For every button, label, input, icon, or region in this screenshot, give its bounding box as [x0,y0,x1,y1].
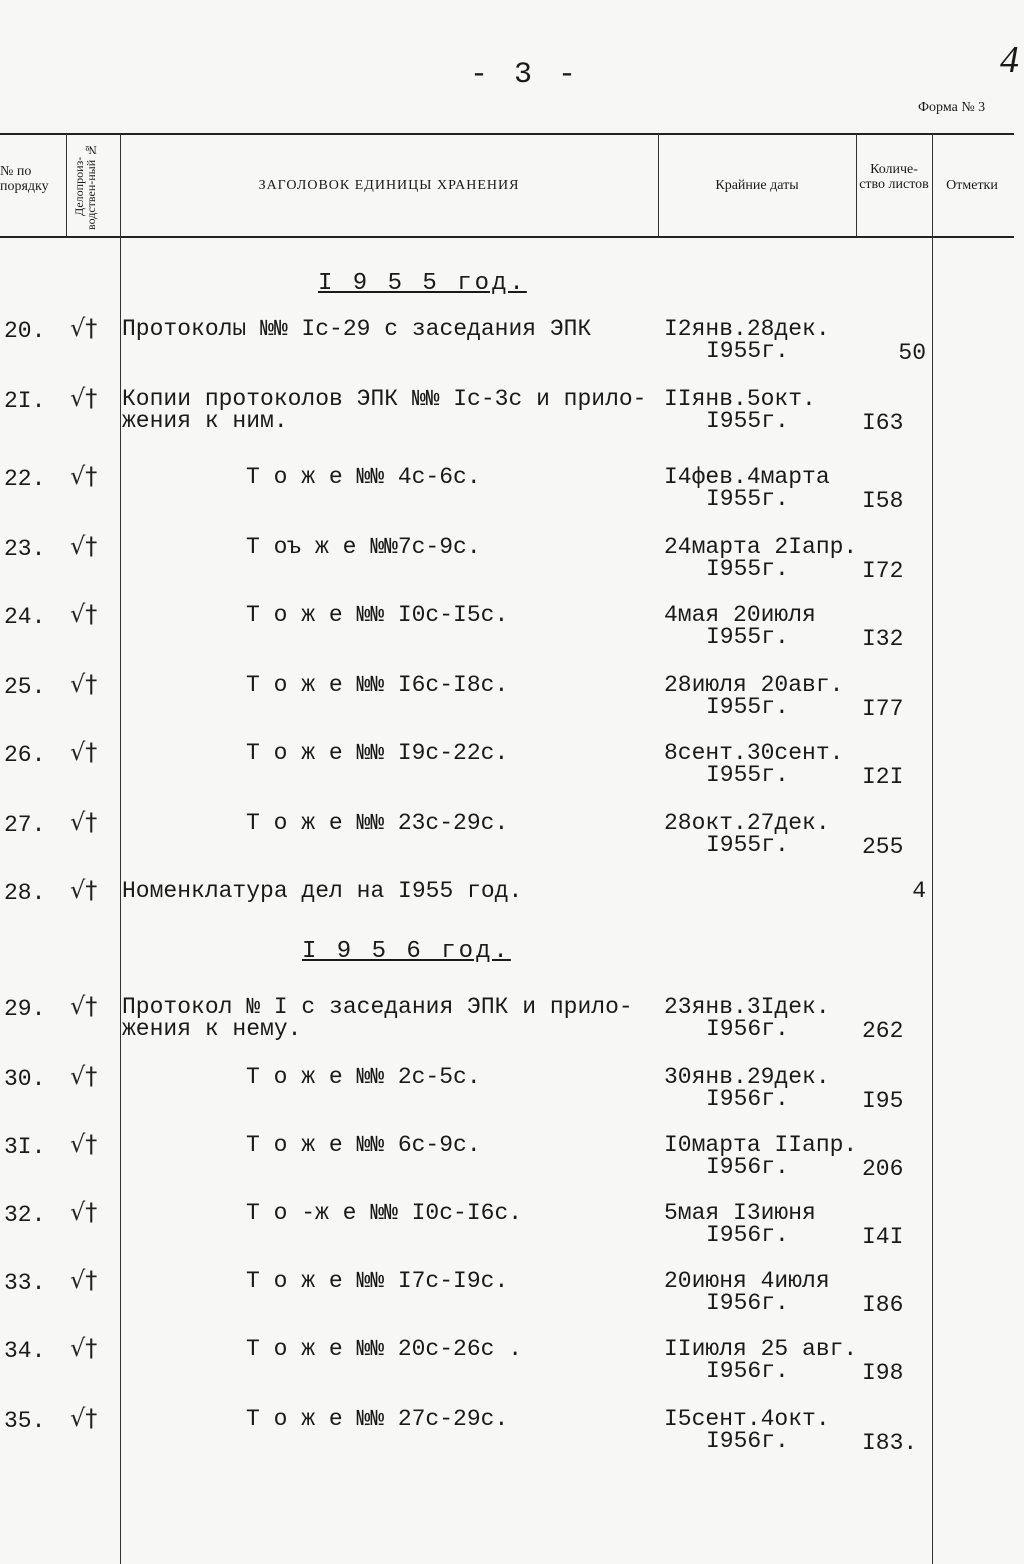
row-date-year: I956г. [706,1086,789,1112]
check-mark-icon: √† [70,532,98,560]
row-date-range: I0марта IIапр. [664,1132,858,1158]
row-date-range: 24марта 2Iапр. [664,534,858,560]
row-sheet-count: I98 [862,1360,904,1386]
row-date-year: I955г. [706,624,789,650]
header-notes: Отметки [946,178,998,193]
row-number: 20. [4,318,46,344]
row-number: 27. [4,812,46,838]
header-no: № по порядку [0,164,49,194]
year-heading-1955: I 9 5 5 год. [318,270,527,297]
column-divider [120,134,121,1564]
column-divider [932,134,933,1564]
row-number: 23. [4,536,46,562]
row-date-range: 8сент.30сент. [664,740,844,766]
row-sheet-count: I72 [862,558,904,584]
row-date-year: I956г. [706,1154,789,1180]
row-number: 29. [4,996,46,1022]
column-divider [658,134,659,236]
row-sheet-count: I32 [862,626,904,652]
row-date-year: I955г. [706,408,789,434]
table-top-rule [0,133,1014,135]
check-mark-icon: √† [70,876,98,904]
row-title: Т о ж е №№ I6с-I8с. [246,672,509,698]
row-date-range: IIиюля 25 авг. [664,1336,858,1362]
year-heading-1956: I 9 5 6 год. [302,938,511,965]
row-title-continuation: жения к нему. [122,1016,302,1042]
row-title: Т о -ж е №№ I0с-I6с. [246,1200,523,1226]
row-date-year: I955г. [706,556,789,582]
row-date-year: I956г. [706,1358,789,1384]
row-date-range: I4фев.4марта [664,464,830,490]
row-number: 24. [4,604,46,630]
row-title: Т о ж е №№ I7с-I9с. [246,1268,509,1294]
row-title: Номенклатура дел на I955 год. [122,878,523,904]
row-date-year: I956г. [706,1222,789,1248]
row-number: 28. [4,880,46,906]
check-mark-icon: √† [70,462,98,490]
row-date-year: I955г. [706,832,789,858]
row-number: 3I. [4,1134,46,1160]
row-date-year: I956г. [706,1428,789,1454]
header-bottom-rule [0,236,1014,238]
row-date-range: I5сент.4окт. [664,1406,830,1432]
row-date-year: I955г. [706,694,789,720]
row-date-range: 28окт.27дек. [664,810,830,836]
row-date-range: IIянв.5окт. [664,386,816,412]
row-title: Копии протоколов ЭПК №№ Iс-3с и прило- [122,386,647,412]
row-date-range: 20июня 4июля [664,1268,830,1294]
row-date-year: I956г. [706,1016,789,1042]
row-sheet-count: I63 [862,410,904,436]
check-mark-icon: √† [70,600,98,628]
row-date-range: I2янв.28дек. [664,316,830,342]
row-number: 34. [4,1338,46,1364]
check-mark-icon: √† [70,738,98,766]
row-title: Т о ж е №№ 6с-9с. [246,1132,481,1158]
row-date-range: 30янв.29дек. [664,1064,830,1090]
row-title: Т о ж е №№ 2с-5с. [246,1064,481,1090]
row-date-year: I955г. [706,338,789,364]
check-mark-icon: √† [70,384,98,412]
row-number: 30. [4,1066,46,1092]
column-divider [66,134,67,236]
row-sheet-count: I77 [862,696,904,722]
header-delo: Делопроиз-водствен-ный № [72,142,98,230]
row-title: Т о ж е №№ I0с-I5с. [246,602,509,628]
header-dates: Крайние даты [715,178,799,193]
row-title: Протокол № I с заседания ЭПК и прило- [122,994,633,1020]
check-mark-icon: √† [70,314,98,342]
row-sheet-count: 50 [898,340,926,366]
row-title: Т о ж е №№ 23с-29с. [246,810,509,836]
check-mark-icon: √† [70,1266,98,1294]
row-sheet-count: I86 [862,1292,904,1318]
page-number: - 3 - [470,58,581,92]
row-sheet-count: I83. [862,1430,918,1456]
row-number: 2I. [4,388,46,414]
archive-sheet-number: 4 [1000,39,1019,81]
header-title: ЗАГОЛОВОК ЕДИНИЦЫ ХРАНЕНИЯ [258,178,520,193]
check-mark-icon: √† [70,1404,98,1432]
row-number: 26. [4,742,46,768]
row-number: 32. [4,1202,46,1228]
row-date-year: I955г. [706,486,789,512]
row-title: Т о ж е №№ 27с-29с. [246,1406,509,1432]
column-divider [856,134,857,236]
check-mark-icon: √† [70,992,98,1020]
check-mark-icon: √† [70,670,98,698]
row-date-range: 5мая I3июня [664,1200,816,1226]
row-sheet-count: 262 [862,1018,904,1044]
row-date-range: 4мая 20июля [664,602,816,628]
row-date-range: 28июля 20авг. [664,672,844,698]
row-number: 25. [4,674,46,700]
check-mark-icon: √† [70,1198,98,1226]
check-mark-icon: √† [70,1130,98,1158]
check-mark-icon: √† [70,1334,98,1362]
check-mark-icon: √† [70,808,98,836]
row-sheet-count: I58 [862,488,904,514]
row-sheet-count: 206 [862,1156,904,1182]
header-sheets: Количе-ство листов [859,162,929,192]
row-sheet-count: I95 [862,1088,904,1114]
row-sheet-count: 255 [862,834,904,860]
row-title: Т оъ ж е №№7с-9с. [246,534,481,560]
row-date-range: 23янв.3Iдек. [664,994,830,1020]
row-title: Т о ж е №№ 20с-26с . [246,1336,523,1362]
check-mark-icon: √† [70,1062,98,1090]
row-number: 35. [4,1408,46,1434]
row-date-year: I955г. [706,762,789,788]
row-title: Т о ж е №№ 4с-6с. [246,464,481,490]
row-title: Т о ж е №№ I9с-22с. [246,740,509,766]
form-label: Форма № 3 [918,100,986,115]
row-date-year: I956г. [706,1290,789,1316]
row-number: 22. [4,466,46,492]
row-sheet-count: 4 [912,878,926,904]
row-number: 33. [4,1270,46,1296]
row-sheet-count: I4I [862,1224,904,1250]
row-sheet-count: I2I [862,764,904,790]
row-title-continuation: жения к ним. [122,408,288,434]
row-title: Протоколы №№ Iс-29 с заседания ЭПК [122,316,592,342]
